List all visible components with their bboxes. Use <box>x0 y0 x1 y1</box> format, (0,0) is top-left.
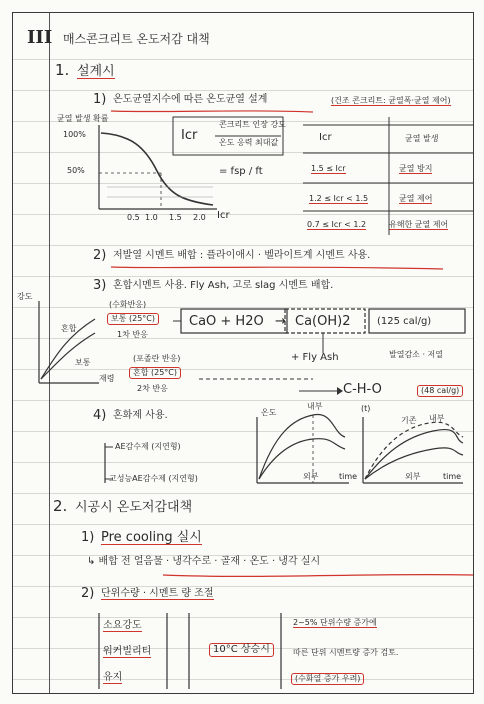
reaction2-box-label: (포졸란 반응) <box>133 354 181 363</box>
reaction1-arrow: → <box>275 314 286 329</box>
item3-text: 혼합시멘트 사용. Fly Ash, 고로 slag 시멘트 배합. <box>113 280 334 291</box>
reaction2-order: 2차 반응 <box>137 384 168 393</box>
note-page <box>12 12 474 694</box>
requirement-item: 유지 <box>103 672 123 683</box>
item3-number: 3) <box>93 278 107 293</box>
page-title: 매스콘크리트 온도저감 대책 <box>63 32 210 46</box>
graph4-xlabel: time <box>443 472 462 481</box>
graph3-ylabel: 온도 <box>261 408 277 417</box>
graph2-xlabel: 재령 <box>99 374 115 383</box>
sec2-number: 2. <box>53 497 68 515</box>
table-cell: 1.2 ≤ Icr < 1.5 <box>309 194 369 203</box>
item1-note: (건조 콘크리트: 균열폭·균열 제어) <box>331 96 451 105</box>
reaction2-box-sub: 혼합 (25°C) <box>129 367 181 379</box>
admixture-option: AE감수제 (지연형) <box>115 442 181 451</box>
sec2-item2-text: 단위수량 · 시멘트 량 조절 <box>101 588 214 599</box>
table-cell: 균열 제어 <box>399 194 433 203</box>
item1-text: 온도균열지수에 따른 온도균열 설계 <box>113 94 268 105</box>
graph1-sketch <box>99 125 217 209</box>
reaction1-heat: (125 cal/g) <box>377 316 432 327</box>
graph1-xtick: 1.0 <box>145 213 158 222</box>
graph3-xlabel: time <box>339 472 358 481</box>
graph1-y50: 50% <box>67 166 85 175</box>
graph3-curve-label: 내부 <box>307 402 323 411</box>
graph4-ylabel: (t) <box>361 404 371 413</box>
reaction2-heat: (48 cal/g) <box>417 385 463 397</box>
graph4-curve-label: 내부 <box>429 414 445 423</box>
sec1-number: 1. <box>55 61 70 79</box>
item2-number: 2) <box>93 248 107 263</box>
item4-number: 4) <box>93 408 107 423</box>
reaction1-box-sub: 보통 (25°C) <box>107 313 159 325</box>
graph2-sketch <box>39 301 99 383</box>
graph1-ylabel: 균열 발생 확률 <box>57 114 109 123</box>
sec2-heading: 시공시 온도저감대책 <box>75 500 193 515</box>
graph1-xtick: 2.0 <box>193 213 206 222</box>
sec2-item1-number: 1) <box>81 530 95 545</box>
note-line: 따른 단위 시멘트량 증가 검토. <box>293 648 399 657</box>
graph1-y100: 100% <box>63 130 86 139</box>
formula-numerator: 콘크리트 인장 강도 <box>219 120 286 129</box>
reaction1-box-label: (수화반응) <box>109 300 147 309</box>
reaction2-note: 발열감소 · 저열 <box>389 350 443 359</box>
formula-ratio: = fsp / ft <box>219 166 263 177</box>
table-header: Icr <box>319 132 332 143</box>
reaction1-order: 1차 반응 <box>117 330 148 339</box>
sketch-overlay <box>13 13 475 695</box>
table-cell: 0.7 ≤ Icr < 1.2 <box>307 220 367 229</box>
reaction1-reactants: CaO + H2O <box>189 314 264 329</box>
graph4-curve-label: 기존 <box>401 416 417 425</box>
graph1-xlabel: Icr <box>217 210 230 221</box>
note-line: (수화열 증가 우려) <box>291 673 364 685</box>
graph2-curve-a: 혼합 <box>61 324 77 333</box>
reaction1-product: Ca(OH)2 <box>295 314 351 329</box>
requirement-item: 소요강도 <box>103 620 142 631</box>
graph4-curve-label: 외부 <box>405 472 421 481</box>
sec2-item1-text: Pre cooling 실시 <box>101 530 202 545</box>
section-roman-numeral: III <box>27 27 53 48</box>
temperature-rise: 10°C 상승시 <box>209 643 274 657</box>
graph3-sketch <box>257 415 349 483</box>
graph2-curve-b: 보통 <box>75 358 91 367</box>
table-cell: 유해한 균열 제어 <box>389 220 449 229</box>
item2-text: 저발열 시멘트 배합 : 플라이애시 · 벨라이트계 시멘트 사용. <box>113 250 371 261</box>
note-line: 2~5% 단위수량 증가에 <box>293 618 377 627</box>
requirement-item: 워커빌리티 <box>103 646 152 657</box>
graph3-curve-label: 외부 <box>303 472 319 481</box>
graph1-xtick: 1.5 <box>169 213 182 222</box>
graph2-ylabel: 강도 <box>17 292 33 301</box>
sec2-item2-number: 2) <box>81 586 95 601</box>
table-header: 균열 발생 <box>405 134 439 143</box>
reaction2-additive: + Fly Ash <box>291 352 339 363</box>
graph1-xtick: 0.5 <box>127 213 140 222</box>
table-grid <box>303 117 473 235</box>
admixture-option: 고성능AE감수제 (지연형) <box>109 474 198 483</box>
sec2-item1-detail: ↳ 배합 전 얼음물 · 냉각수로 · 골재 · 온도 · 냉각 실시 <box>87 556 321 567</box>
formula-denominator: 온도 응력 최대값 <box>219 138 279 147</box>
formula-lhs: Icr <box>181 128 198 143</box>
sec1-heading: 설계시 <box>77 64 115 79</box>
item1-number: 1) <box>93 92 107 107</box>
table-cell: 1.5 ≤ Icr <box>311 164 346 173</box>
graph4-sketch <box>363 414 463 483</box>
table-cell: 균열 방지 <box>399 164 433 173</box>
item4-text: 혼화제 사용. <box>113 410 168 421</box>
reaction2-product: C-H-O <box>343 382 382 397</box>
